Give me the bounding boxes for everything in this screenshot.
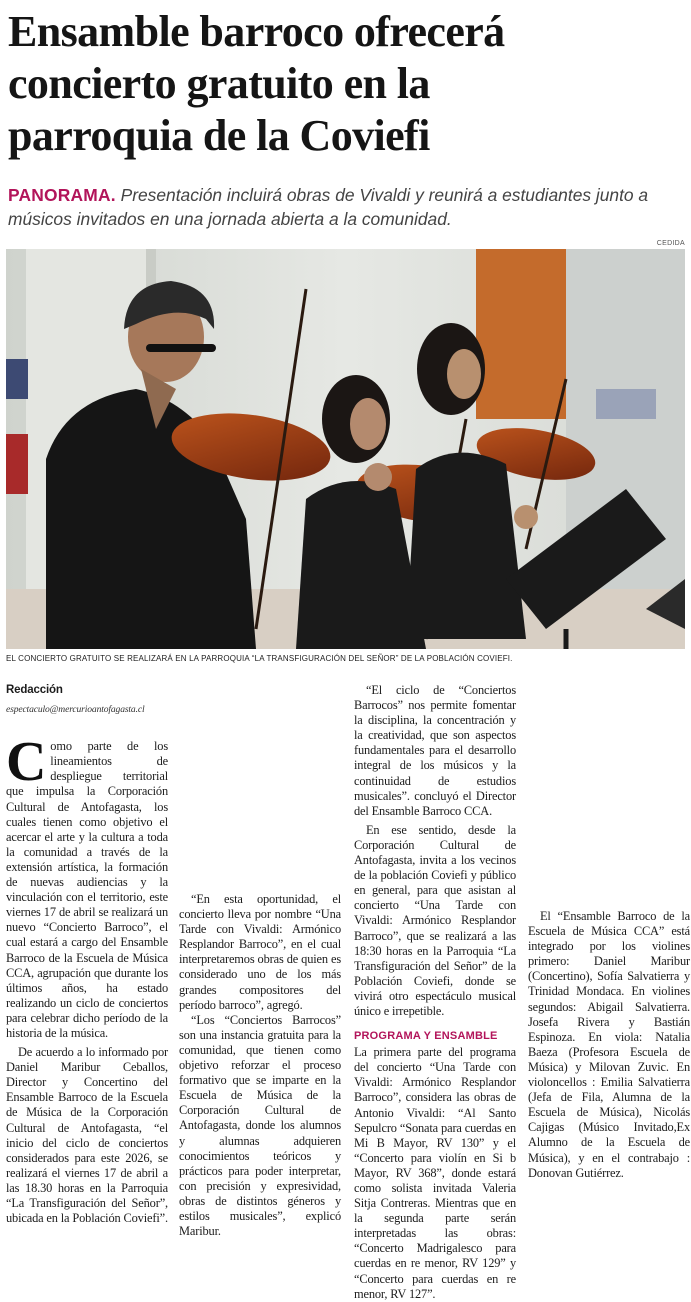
concert-photo-illustration (6, 249, 685, 649)
headline-line: concierto gratuito en la (8, 59, 430, 108)
section-subhead: PROGRAMA Y ENSAMBLE (354, 1030, 498, 1043)
headline-line: Ensamble barroco ofrecerá (8, 7, 505, 56)
paragraph: “En esta oportunidad, el concierto lleva por nombre “Una Tarde con Vivaldi: Armónico Resplandor Barroco”, en el cual interpretaremos obras de quien es considerado uno de los más grandes compositores del período barroco”, agregó. (179, 892, 341, 1012)
paragraph-text: omo parte de los lineamientos de despliegue territorial que impulsa la Corporación Cultural de Antofagasta, los cuales tienen como objetivo el acercar el arte y la cultura a toda la comunidad a través de la extensión artística, la formación de nuevas audiencias y la vinculación con el territorio, este viernes 17 de abril se realizará un nuevo “Concierto Barroco”, el cual estará a cargo del Ensamble Barroco de la Escuela de Música CCA, agrupación que durante los últimos años, ha estado realizando un ciclo de conciertos para celebrar dicho período de la historia de la música. (6, 739, 168, 1040)
deck-text: Presentación incluirá obras de Vivaldi y reunirá a estudiantes junto a músicos invitados en una jornada abierta a la comunidad. (8, 185, 649, 229)
concert-photo (6, 249, 685, 649)
article-column-3 (354, 683, 516, 1302)
article-column-1 (6, 683, 168, 1226)
deck (8, 183, 688, 231)
paragraph: El “Ensamble Barroco de la Escuela de Música CCA” está integrado por los violines primero: Daniel Maribur (Concertino), Sofía Salvatierra y Trinidad Mondaca. En violines segundos: Abigail Salvatierra. Josefa Rivera y Bastián Espinoza. En viola: Natalia Baeza (Profesora Escuela de Música) y Milovan Zuvic. En violoncellos : Emilia Salvatierra (Jefa de Fila, Alumna de la Escuela de Música), Nicolás Cajigas (Músico Invitado,Ex Alumno de la Escuela de Música), y en el contrabajo : Donovan Gutiérrez. (528, 909, 690, 1180)
paragraph: “El ciclo de “Conciertos Barrocos” nos permite fomentar la disciplina, la concentración y la creatividad, que son aspectos fundamentales para el desarrollo integral de los músicos y la continuidad de estudios musicales”. concluyó el Director del Ensamble Barroco CCA. (354, 683, 516, 818)
paragraph: De acuerdo a lo informado por Daniel Maribur Ceballos, Director y Concertino del Ensamble Barroco de la Escuela de Música de la Corporación Cultural de Antofagasta, “el inicio del ciclo de conciertos considerados para este 2026, se realizará el viernes 17 de abril a las 18.30 horas en la Parroquia “La Transfiguración del Señor”, ubicada en la Población Coviefi”. (6, 1045, 168, 1226)
paragraph (6, 731, 168, 1041)
headline (8, 6, 688, 162)
paragraph: La primera parte del programa del concierto “Una Tarde con Vivaldi: Armónico Resplandor Barroco”, considera las obras de Antonio Vivaldi: “Al Santo Sepulcro “Sonata para cuerdas en Mi B Mayor, RV 130” y el “Concerto para violín en Si b Mayor, RV 368”, donde estará como solista invitada Valeria Sitja Contreras. Mientras que en la segunda parte serán interpretadas las obras: “Concerto Madrigalesco para cuerdas en re menor, RV 129” y “Concerto para cuerdas en re menor, RV 127”. (354, 1045, 516, 1301)
headline-line: parroquia de la Coviefi (8, 111, 430, 160)
article-column-4 (528, 683, 690, 1181)
photo-caption: EL CONCIERTO GRATUITO SE REALIZARÁ EN LA PARROQUIA “LA TRANSFIGURACIÓN DEL SEÑOR” DE LA POBLACIÓN COVIEFI. (6, 654, 513, 663)
section-kicker: PANORAMA. (8, 185, 116, 205)
paragraph: En ese sentido, desde la Corporación Cultural de Antofagasta, invita a los vecinos de la población Coviefi y público en general, para que asistan al concierto “Una Tarde con Vivaldi: Armónico Resplandor Barroco”, que se realizará a las 18:30 horas en la Parroquia “La Transfiguración del Señor” de la Población Coviefi, donde se vivirá otro espectáculo musical único e irrepetible. (354, 822, 516, 1018)
author-email: espectaculo@mercurioantofagasta.cl (6, 704, 145, 716)
byline: Redacción (6, 684, 63, 696)
paragraph: “Los “Conciertos Barrocos” son una instancia gratuita para la comunidad, que tienen como objetivo reforzar el proceso formativo que se imparte en la Escuela de Música de la Corporación Cultural de Antofagasta, donde los alumnos y alumnas adquieren conocimientos teóricos y prácticos para poder interpretar, con precisión y expresividad, obras de distintos géneros y estilos musicales”, explicó Maribur. (179, 1012, 341, 1239)
drop-cap: C (6, 731, 47, 794)
article-column-2 (179, 683, 341, 1239)
photo-credit: CEDIDA (656, 240, 685, 247)
